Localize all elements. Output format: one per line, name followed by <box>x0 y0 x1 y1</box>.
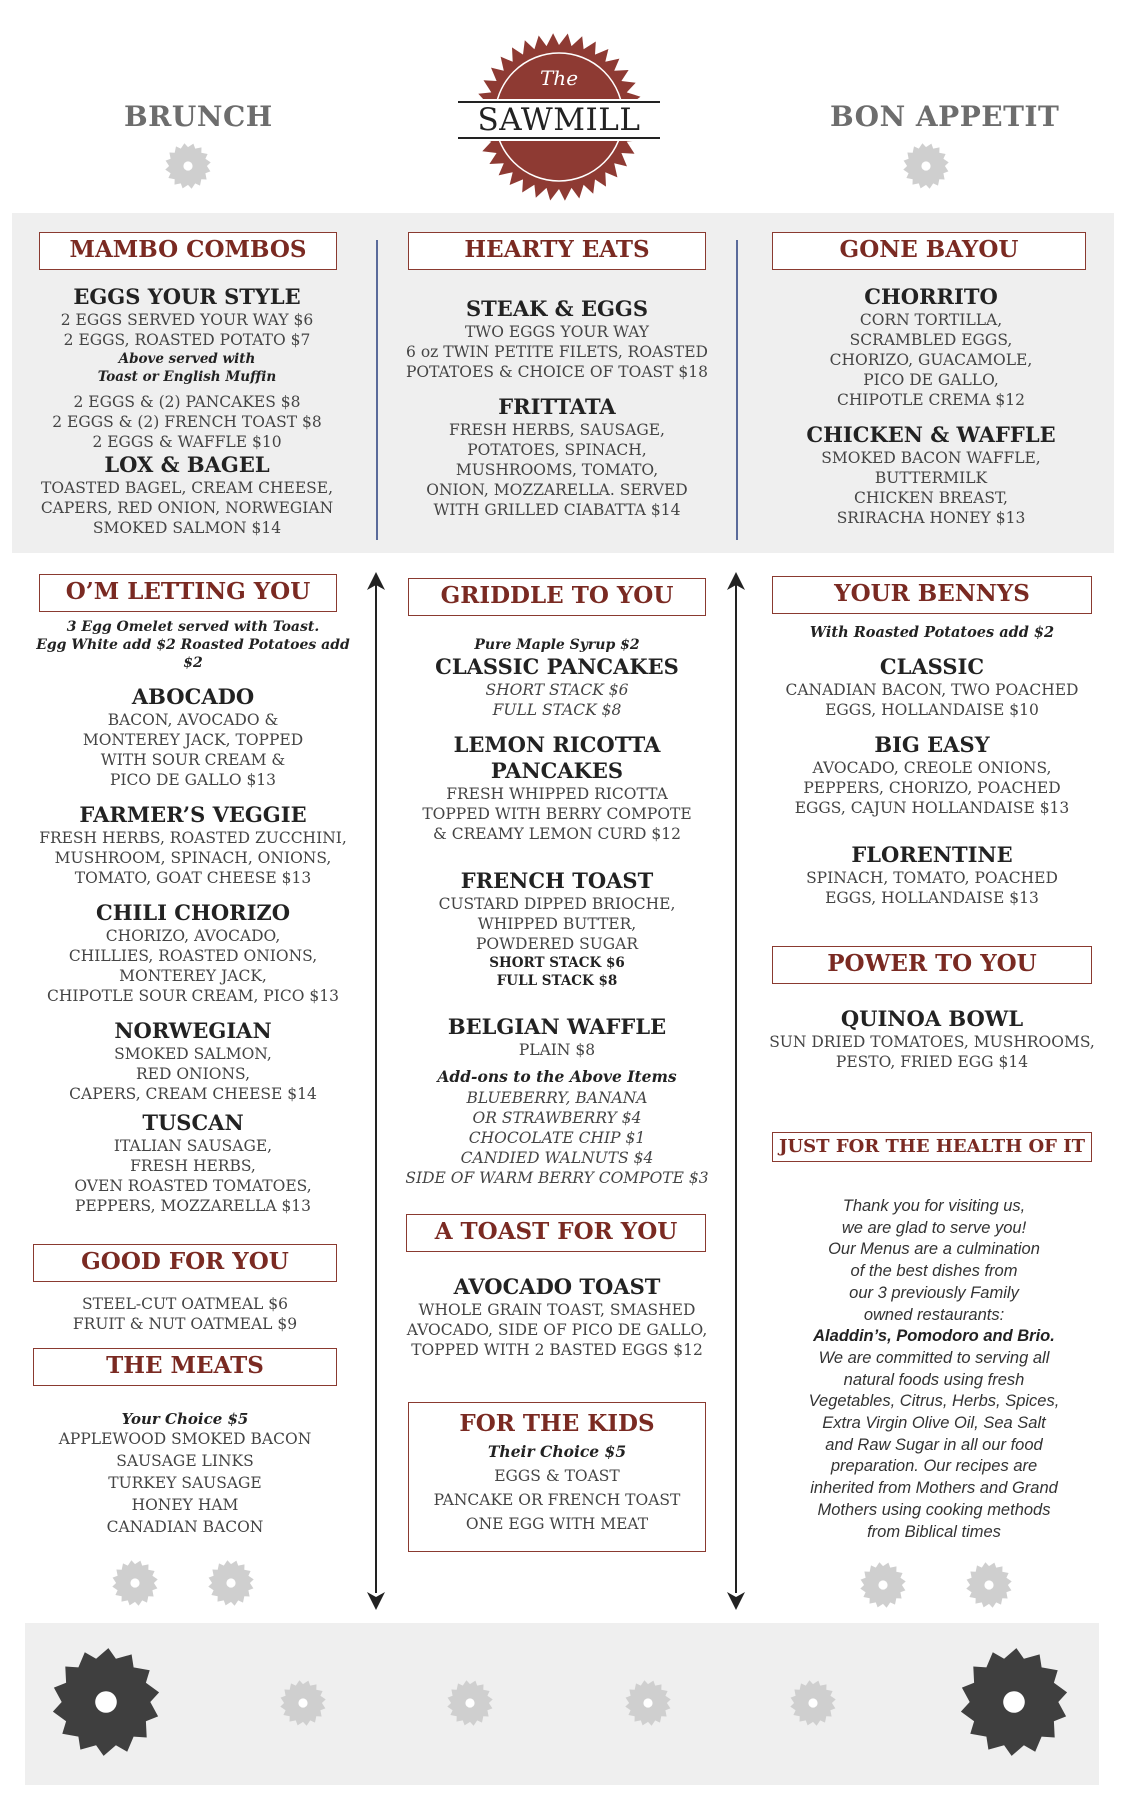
item-desc: 2 EGGS, ROASTED POTATO $7 <box>63 331 311 349</box>
item-desc: WHIPPED BUTTER, <box>477 915 637 933</box>
item-desc: FRESH HERBS, ROASTED ZUCCHINI, <box>39 829 347 847</box>
item-title: FARMER’S VEGGIE <box>79 802 307 827</box>
item-title: CHILI CHORIZO <box>95 900 291 925</box>
item-desc: CAPERS, CREAM CHEESE $14 <box>69 1085 317 1103</box>
section-title-mambo: MAMBO COMBOS <box>39 232 337 270</box>
item-desc: SCRAMBLED EGGS, <box>849 331 1013 349</box>
section-kids <box>408 1408 706 1536</box>
item-desc: MUSHROOMS, TOMATO, <box>455 461 659 479</box>
divider-line <box>376 240 378 540</box>
health-text: We are committed to serving all <box>818 1348 1050 1367</box>
item-desc: SUN DRIED TOMATOES, MUSHROOMS, <box>769 1033 1095 1051</box>
item-desc: CANADIAN BACON <box>106 1518 264 1536</box>
item-desc: EGGS, HOLLANDAISE $10 <box>825 701 1039 719</box>
item-desc: CANDIED WALNUTS $4 <box>460 1149 654 1167</box>
section-meats <box>33 1410 337 1538</box>
health-text: Mothers using cooking methods <box>817 1500 1051 1519</box>
saw-blade-icon <box>903 143 949 189</box>
saw-blade-icon <box>165 143 211 189</box>
saw-blade-icon <box>860 1562 906 1608</box>
item-desc: OVEN ROASTED TOMATOES, <box>74 1177 312 1195</box>
item-desc: ONION, MOZZARELLA. SERVED <box>426 481 688 499</box>
item-note: Pure Maple Syrup $2 <box>474 637 640 653</box>
saw-blade-icon <box>960 1648 1068 1756</box>
logo <box>452 32 666 202</box>
section-title-health: JUST FOR THE HEALTH OF IT <box>772 1132 1092 1162</box>
item-desc: AVOCADO, SIDE OF PICO DE GALLO, <box>406 1321 708 1339</box>
section-good <box>33 1294 337 1334</box>
item-note: Your Choice $5 <box>121 1410 249 1428</box>
health-text: we are glad to serve you! <box>841 1218 1027 1237</box>
health-text: Vegetables, Citrus, Herbs, Spices, <box>808 1392 1060 1411</box>
item-desc: WITH GRILLED CIABATTA $14 <box>433 501 681 519</box>
item-note: Toast or English Muffin <box>97 369 277 385</box>
item-note: Egg White add $2 Roasted Potatoes add $2 <box>36 637 350 671</box>
item-desc: TOASTED BAGEL, CREAM CHEESE, <box>41 479 333 497</box>
item-desc: POTATOES & CHOICE OF TOAST $18 <box>405 363 708 381</box>
item-desc: MUSHROOM, SPINACH, ONIONS, <box>54 849 332 867</box>
item-desc: CHORIZO, GUACAMOLE, <box>829 351 1033 369</box>
item-desc: PICO DE GALLO, <box>863 371 999 389</box>
item-desc: TOPPED WITH BERRY COMPOTE <box>422 805 692 823</box>
item-desc: EGGS, HOLLANDAISE $13 <box>825 889 1039 907</box>
item-desc: CANADIAN BACON, TWO POACHED <box>785 681 1079 699</box>
section-title-griddle: GRIDDLE TO YOU <box>408 578 706 616</box>
section-hearty <box>395 296 719 520</box>
health-text: Our Menus are a culmination <box>828 1240 1040 1259</box>
item-desc: MONTEREY JACK, TOPPED <box>82 731 304 749</box>
item-desc: FRESH HERBS, <box>130 1157 256 1175</box>
saw-blade-icon <box>966 1562 1012 1608</box>
item-desc: TURKEY SAUSAGE <box>108 1474 262 1492</box>
section-title-bayou: GONE BAYOU <box>772 232 1086 270</box>
section-title-hearty: HEARTY EATS <box>408 232 706 270</box>
item-desc: SMOKED SALMON, <box>114 1045 272 1063</box>
item-desc: SMOKED SALMON $14 <box>92 519 282 537</box>
health-text: of the best dishes from <box>850 1262 1018 1281</box>
item-title: BELGIAN WAFFLE <box>447 1014 667 1039</box>
section-health <box>772 1196 1096 1543</box>
item-desc: CHORIZO, AVOCADO, <box>105 927 281 945</box>
item-desc: CORN TORTILLA, <box>859 311 1003 329</box>
arrow-down-icon <box>366 1590 386 1610</box>
item-title: LOX & BAGEL <box>104 452 270 477</box>
section-mambo <box>30 284 344 538</box>
item-desc: HONEY HAM <box>131 1496 239 1514</box>
item-desc: SPINACH, TOMATO, POACHED <box>806 869 1058 887</box>
header-right-word: BON APPETIT <box>830 100 1060 133</box>
item-desc: 6 oz TWIN PETITE FILETS, ROASTED <box>406 343 708 361</box>
section-title-meats: THE MEATS <box>33 1348 337 1386</box>
item-title: CLASSIC PANCAKES <box>435 654 679 679</box>
health-text: Thank you for visiting us, <box>842 1197 1026 1215</box>
health-text: owned restaurants: <box>863 1305 1005 1324</box>
arrow-down-icon <box>726 1590 746 1610</box>
item-title: CLASSIC <box>879 654 985 679</box>
item-desc: ITALIAN SAUSAGE, <box>113 1137 273 1155</box>
item-desc: RED ONIONS, <box>136 1065 250 1083</box>
item-title: CHORRITO <box>864 284 998 309</box>
item-desc: STEEL-CUT OATMEAL $6 <box>81 1295 289 1313</box>
item-note: 3 Egg Omelet served with Toast. <box>66 619 320 635</box>
item-title: FRITTATA <box>498 394 616 419</box>
item-title: FRENCH TOAST <box>460 868 654 893</box>
item-note: With Roasted Potatoes add $2 <box>809 624 1055 641</box>
saw-blade-icon <box>280 1680 326 1726</box>
item-bold: SHORT STACK $6 <box>489 955 625 971</box>
item-desc: CHIPOTLE CREMA $12 <box>837 391 1025 409</box>
item-desc: 2 EGGS & WAFFLE $10 <box>92 433 282 451</box>
section-title-bennys: YOUR BENNYS <box>772 576 1092 614</box>
item-bold: FULL STACK $8 <box>496 973 618 989</box>
arrow-shaft <box>735 585 737 1593</box>
health-text: natural foods using fresh <box>843 1370 1025 1389</box>
section-title-good: GOOD FOR YOU <box>33 1244 337 1282</box>
item-desc: SAUSAGE LINKS <box>116 1452 254 1470</box>
item-desc: PESTO, FRIED EGG $14 <box>835 1053 1029 1071</box>
item-desc: EGGS, CAJUN HOLLANDAISE $13 <box>794 799 1070 817</box>
item-note: Above served with <box>118 351 256 367</box>
section-title-toast: A TOAST FOR YOU <box>406 1214 706 1252</box>
item-desc: FULL STACK $8 <box>492 701 622 719</box>
item-title: CHICKEN & WAFFLE <box>806 422 1056 447</box>
item-desc: TWO EGGS YOUR WAY <box>464 323 650 341</box>
item-desc: BLUEBERRY, BANANA <box>466 1089 648 1107</box>
section-title-power: POWER TO YOU <box>772 946 1092 984</box>
section-omelet <box>28 618 358 1216</box>
section-bennys <box>766 624 1098 908</box>
item-desc: CUSTARD DIPPED BRIOCHE, <box>438 895 676 913</box>
item-title: AVOCADO TOAST <box>453 1274 661 1299</box>
item-desc: CHIPOTLE SOUR CREAM, PICO $13 <box>47 987 339 1005</box>
item-desc: WITH SOUR CREAM & <box>100 751 286 769</box>
item-title: NORWEGIAN <box>114 1018 272 1043</box>
item-desc: FRESH WHIPPED RICOTTA <box>446 785 668 803</box>
item-desc: 2 EGGS & (2) FRENCH TOAST $8 <box>52 413 322 431</box>
item-title: QUINOA BOWL <box>840 1006 1024 1031</box>
item-title: TUSCAN <box>142 1110 244 1135</box>
item-desc: BUTTERMILK <box>874 469 988 487</box>
saw-blade-icon <box>790 1680 836 1726</box>
section-griddle <box>395 636 719 1188</box>
header-left-word: BRUNCH <box>124 100 273 133</box>
item-note: Their Choice $5 <box>487 1442 627 1461</box>
item-title: STEAK & EGGS <box>466 296 648 321</box>
health-text: from Biblical times <box>867 1522 1001 1541</box>
logo-big-text: SAWMILL <box>477 102 641 138</box>
item-desc: PANCAKE OR FRENCH TOAST <box>433 1491 681 1509</box>
item-desc: CHILLIES, ROASTED ONIONS, <box>68 947 318 965</box>
item-desc: FRUIT & NUT OATMEAL $9 <box>72 1315 298 1333</box>
divider-line <box>736 240 738 540</box>
saw-blade-icon <box>208 1560 254 1606</box>
item-desc: 2 EGGS SERVED YOUR WAY $6 <box>60 311 314 329</box>
item-desc: SIDE OF WARM BERRY COMPOTE $3 <box>405 1169 709 1187</box>
item-title: EGGS YOUR STYLE <box>73 284 301 309</box>
item-title: ABOCADO <box>131 684 255 709</box>
item-title: BIG EASY <box>874 732 990 757</box>
item-desc: PICO DE GALLO $13 <box>109 771 277 789</box>
item-desc: POTATOES, SPINACH, <box>467 441 647 459</box>
item-desc: BACON, AVOCADO & <box>107 711 279 729</box>
saw-blade-icon <box>52 1648 160 1756</box>
item-title: LEMON RICOTTA PANCAKES <box>453 732 661 783</box>
item-desc: CHOCOLATE CHIP $1 <box>468 1129 646 1147</box>
item-desc: SRIRACHA HONEY $13 <box>836 509 1026 527</box>
logo-small-text: The <box>539 66 579 90</box>
item-desc: TOMATO, GOAT CHEESE $13 <box>74 869 312 887</box>
arrow-shaft <box>375 585 377 1593</box>
item-desc: EGGS & TOAST <box>494 1467 620 1485</box>
item-desc: & CREAMY LEMON CURD $12 <box>433 825 681 843</box>
item-desc: AVOCADO, CREOLE ONIONS, <box>812 759 1052 777</box>
item-desc: TOPPED WITH 2 BASTED EGGS $12 <box>411 1341 703 1359</box>
item-desc: SHORT STACK $6 <box>485 681 629 699</box>
item-desc: PEPPERS, CHORIZO, POACHED <box>803 779 1061 797</box>
item-desc: MONTEREY JACK, <box>119 967 267 985</box>
item-desc: OR STRAWBERRY $4 <box>472 1109 642 1127</box>
section-toast <box>395 1274 719 1360</box>
health-text: Extra Virgin Olive Oil, Sea Salt <box>822 1414 1046 1433</box>
saw-blade-icon <box>625 1680 671 1726</box>
item-desc: PLAIN $8 <box>518 1041 596 1059</box>
item-desc: CAPERS, RED ONION, NORWEGIAN <box>40 499 334 517</box>
saw-blade-icon <box>447 1680 493 1726</box>
saw-blade-icon <box>112 1560 158 1606</box>
health-restaurants: Aladdin’s, Pomodoro and Brio. <box>813 1327 1055 1346</box>
health-text: and Raw Sugar in all our food <box>825 1435 1043 1454</box>
item-desc: CHICKEN BREAST, <box>854 489 1008 507</box>
item-title: FLORENTINE <box>851 842 1013 867</box>
item-note: Add-ons to the Above Items <box>437 1067 677 1086</box>
item-desc: POWDERED SUGAR <box>475 935 639 953</box>
section-power <box>766 1006 1098 1072</box>
section-bayou <box>766 284 1096 528</box>
footer-band <box>25 1623 1099 1785</box>
health-text: inherited from Mothers and Grand <box>810 1479 1058 1498</box>
item-desc: PEPPERS, MOZZARELLA $13 <box>74 1197 312 1215</box>
item-desc: 2 EGGS & (2) PANCAKES $8 <box>73 393 301 411</box>
item-desc: APPLEWOOD SMOKED BACON <box>58 1430 312 1448</box>
item-desc: SMOKED BACON WAFFLE, <box>821 449 1041 467</box>
item-desc: FRESH HERBS, SAUSAGE, <box>449 421 665 439</box>
section-title-kids: FOR THE KIDS <box>459 1410 655 1437</box>
section-title-omelet: O’M LETTING YOU <box>39 574 337 612</box>
item-desc: ONE EGG WITH MEAT <box>465 1515 649 1533</box>
health-text: our 3 previously Family <box>849 1283 1019 1302</box>
health-text: preparation. Our recipes are <box>830 1457 1038 1476</box>
item-desc: WHOLE GRAIN TOAST, SMASHED <box>418 1301 696 1319</box>
